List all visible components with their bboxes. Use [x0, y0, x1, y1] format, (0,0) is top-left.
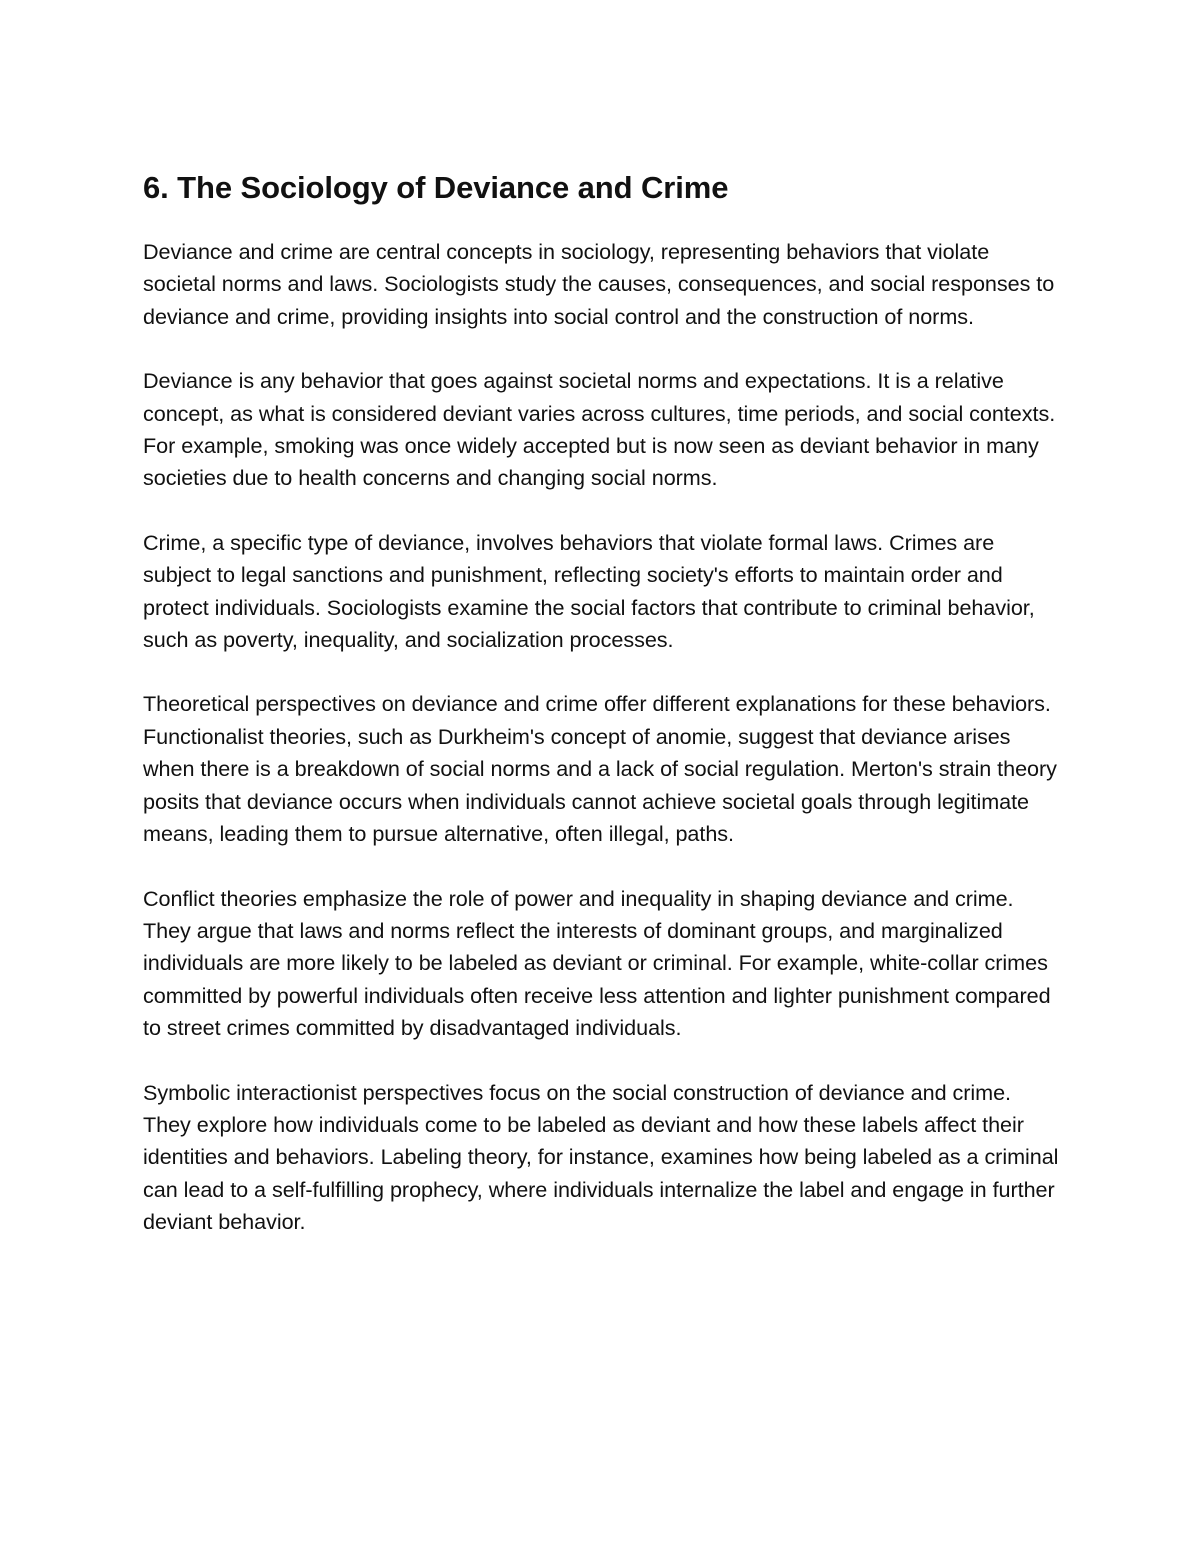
- paragraph-deviance-definition: Deviance is any behavior that goes against societal norms and expectations. It is a relative concept, as what is considered deviant varies across cultures, time periods, and social contexts. For example, smoking was once widely accepted but is now seen as deviant behavior in many societies due to health concerns and changing social norms.: [143, 368, 1056, 491]
- paragraph-crime-definition: Crime, a specific type of deviance, involves behaviors that violate formal laws. Crimes are subject to legal sanctions and punishment, reflecting society's efforts to maintain order and protect individuals. Sociologists examine the social factors that contribute to criminal behavior, such as poverty, inequality, and socialization processes.: [143, 529, 1035, 653]
- paragraph-introduction: Deviance and crime are central concepts in sociology, representing behaviors that violate societal norms and laws. Sociologists study the causes, consequences, and social responses to deviance and crime, providing insights into social control and the construction of norms.: [143, 239, 1055, 329]
- paragraph-functionalist-theories: Theoretical perspectives on deviance and crime offer different explanations for these behaviors. Functionalist theories, such as Durkheim's concept of anomie, suggest that deviance arises when there is a breakdown of social norms and a lack of social regulation. Merton's strain theory posits that deviance occurs when individuals cannot achieve societal goals through legitimate means, leading them to pursue alternative, often illegal, paths.: [143, 691, 1057, 847]
- page-title: 6. The Sociology of Deviance and Crime: [143, 170, 729, 205]
- paragraph-conflict-theories: Conflict theories emphasize the role of power and inequality in shaping deviance and crime. They argue that laws and norms reflect the interests of dominant groups, and marginalized individuals are more likely to be labeled as deviant or criminal. For example, white-collar crimes committed by powerful individuals often receive less attention and lighter punishment compared to street crimes committed by disadvantaged individuals.: [143, 885, 1051, 1041]
- paragraph-symbolic-interactionism: Symbolic interactionist perspectives focus on the social construction of deviance and crime. They explore how individuals come to be labeled as deviant and how these labels affect their identities and behaviors. Labeling theory, for instance, examines how being labeled as a criminal can lead to a self-fulfilling prophecy, where individuals internalize the label and engage in further deviant behavior.: [143, 1079, 1059, 1235]
- document-content: [143, 166, 1063, 1239]
- document-body: [143, 236, 1063, 1239]
